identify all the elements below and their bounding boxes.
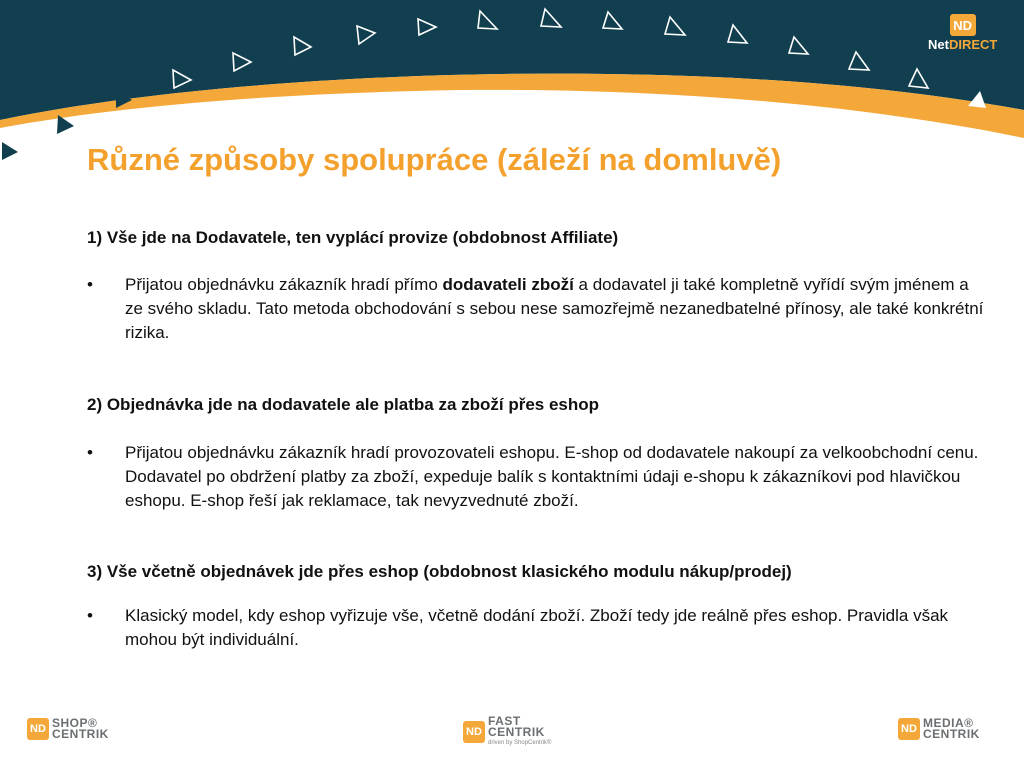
logo-word-2: CENTRIK xyxy=(488,725,545,739)
section-heading-3: 3) Vše včetně objednávek jde přes eshop (obdobnost klasického modulu nákup/prodej) xyxy=(87,562,792,581)
mediacentrik-logo[interactable] xyxy=(898,718,980,740)
slide-title: Různé způsoby spolupráce (záleží na domluvě) xyxy=(87,142,782,177)
fastcentrik-logo[interactable] xyxy=(463,716,551,747)
section-heading-1: 1) Vše jde na Dodavatele, ten vyplácí provize (obdobnost Affiliate) xyxy=(87,228,619,247)
bullet-dot: • xyxy=(87,275,93,294)
logo-word-1: MEDIA® xyxy=(923,716,974,730)
section-heading-2: 2) Objednávka jde na dodavatele ale platba za zboží přes eshop xyxy=(87,395,600,414)
bullet-item-3 xyxy=(87,604,987,652)
triangle-solid-icon xyxy=(57,115,74,134)
bullet-dot: • xyxy=(87,606,93,625)
nd-logo-icon: ND xyxy=(463,721,485,743)
logo-word-1: SHOP® xyxy=(52,716,98,730)
nd-logo-icon: ND xyxy=(898,718,920,740)
bullet-text-3: Klasický model, kdy eshop vyřizuje vše, včetně dodání zboží. Zboží tedy jde reálně přes eshop. Pravidla však mohou být individuální. xyxy=(125,606,949,649)
bullet-item-2 xyxy=(87,441,987,513)
bullet-item-1 xyxy=(87,273,987,345)
bullet-text-1: Přijatou objednávku zákazník hradí přímo dodavateli zboží a dodavatel ji také kompletně vyřídí svým jménem a ze svého skladu. Tato metoda obchodování s sebou nese samozřejmě nezanedbatelné přínosy, ale také konkrétní rizika. xyxy=(125,275,984,342)
bullet-emphasis: dodavateli zboží xyxy=(442,275,574,294)
logo-word-2: CENTRIK xyxy=(52,727,109,741)
bullet-dot: • xyxy=(87,443,93,462)
shopcentrik-logo[interactable] xyxy=(27,718,109,740)
bullet-text-2: Přijatou objednávku zákazník hradí provozovateli eshopu. E-shop od dodavatele nakoupí za velkoobchodní cenu. Dodavatel po obdržení platby za zboží, expeduje balík s kontaktními údaji e-shopu k zákazníkovi pod hlavičkou eshopu. E-shop řeší jak reklamace, tak nevyzvednuté zboží. xyxy=(125,443,979,510)
logo-word-2: CENTRIK xyxy=(923,727,980,741)
netdirect-brand-text: NetDIRECT xyxy=(928,37,998,52)
nd-logo-icon: ND xyxy=(950,14,976,36)
netdirect-logo[interactable] xyxy=(928,14,997,52)
logo-tagline: driven by ShopCentrik® xyxy=(488,740,552,746)
nd-logo-icon: ND xyxy=(27,718,49,740)
logo-word-1: FAST xyxy=(488,714,521,728)
triangle-solid-icon xyxy=(2,142,18,160)
